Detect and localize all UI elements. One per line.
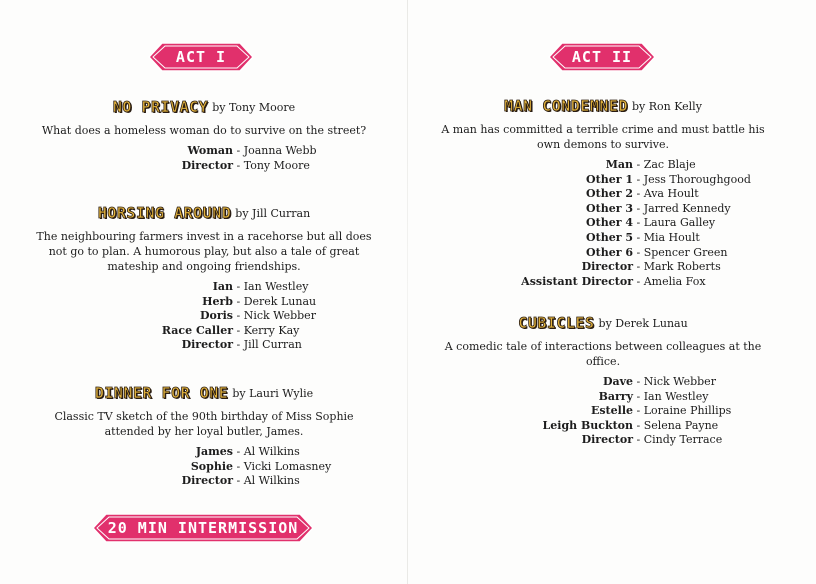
cast-role: Other 3 (586, 201, 633, 215)
intermission-banner (92, 513, 314, 543)
cast-row (30, 324, 378, 339)
cast-row (430, 404, 776, 419)
cast-row (430, 231, 776, 246)
play-description: A comedic tale of interactions between colleagues at the office. (444, 340, 762, 368)
cast-role: Other 5 (586, 230, 633, 244)
act-one-heading: ACT I (175, 48, 227, 66)
cast-name: - Jill Curran (233, 338, 302, 352)
play-title: NO PRIVACY (112, 98, 209, 116)
cast-row (30, 474, 378, 489)
play-byline: by Lauri Wylie (232, 387, 314, 400)
cast-role: Ian (212, 280, 233, 293)
cast-name: - Mia Hoult (633, 230, 700, 244)
cast-role: Estelle (590, 404, 633, 418)
cast-row (430, 216, 776, 231)
cast-name: - Vicki Lomasney (233, 459, 332, 473)
cast-name: - Jess Thoroughgood (633, 172, 751, 186)
play-dinner-for-one (30, 384, 378, 489)
cast-role: Sophie (190, 459, 233, 473)
cast-list (430, 375, 776, 448)
cast-row (30, 309, 378, 324)
cast-role: Director (181, 338, 233, 352)
cast-role: Herb (202, 294, 233, 308)
play-byline: by Tony Moore (212, 101, 296, 114)
cast-role: Race Caller (161, 323, 233, 337)
intermission-label: 20 MIN INTERMISSION (107, 519, 299, 537)
play-title-line (30, 384, 378, 403)
cast-role: Director (181, 158, 233, 172)
cast-name: - Selena Payne (633, 418, 719, 432)
play-horsing-around (30, 204, 378, 353)
play-title: MAN CONDEMNED (504, 97, 628, 115)
cast-name: - Spencer Green (633, 245, 728, 259)
play-title: DINNER FOR ONE (94, 384, 229, 402)
cast-role: Other 6 (586, 245, 633, 259)
cast-name: - Tony Moore (233, 158, 310, 172)
cast-name: - Derek Lunau (233, 294, 317, 308)
act-one-banner (148, 42, 254, 72)
cast-row (430, 275, 776, 290)
act-two-heading: ACT II (571, 48, 633, 66)
play-title-line (30, 204, 378, 223)
cast-role: Other 2 (586, 187, 633, 201)
cast-row (430, 246, 776, 261)
cast-role: Other 1 (586, 172, 633, 186)
cast-row (430, 158, 776, 173)
play-description: The neighbouring farmers invest in a racehorse but all does not go to plan. A humorous play, but also a tale of great mateship and ongoing friendships. (36, 230, 372, 273)
play-byline: by Ron Kelly (631, 100, 702, 113)
cast-name: - Jarred Kennedy (633, 201, 731, 215)
act-two-page (408, 0, 816, 584)
cast-role: Other 4 (586, 216, 633, 230)
play-no-privacy (30, 98, 378, 173)
cast-name: - Mark Roberts (633, 260, 721, 274)
cast-row (30, 338, 378, 353)
cast-role: Director (181, 474, 233, 488)
play-title-line (430, 314, 776, 333)
cast-role: Assistant Director (521, 274, 633, 288)
cast-row (430, 202, 776, 217)
cast-role: Director (581, 433, 633, 447)
cast-name: - Nick Webber (233, 309, 316, 323)
cast-row (30, 280, 378, 295)
cast-role: Woman (187, 144, 233, 157)
cast-name: - Al Wilkins (233, 474, 300, 488)
play-description: A man has committed a terrible crime and must battle his own demons to survive. (441, 123, 765, 151)
play-title: HORSING AROUND (97, 204, 232, 222)
play-byline: by Jill Curran (235, 207, 311, 220)
cast-row (430, 375, 776, 390)
play-title-line (430, 97, 776, 116)
cast-name: - Amelia Fox (633, 274, 706, 288)
cast-name: - Ian Westley (233, 280, 309, 293)
cast-name: - Zac Blaje (633, 158, 696, 171)
cast-list (30, 445, 378, 489)
cast-role: Doris (199, 309, 233, 323)
cast-row (430, 173, 776, 188)
play-cubicles (430, 314, 776, 448)
cast-row (430, 419, 776, 434)
cast-row (430, 390, 776, 405)
cast-role: James (195, 445, 233, 458)
play-byline: by Derek Lunau (598, 317, 688, 330)
play-man-condemned (430, 97, 776, 289)
cast-name: - Kerry Kay (233, 323, 300, 337)
cast-row (430, 187, 776, 202)
cast-row (430, 433, 776, 448)
cast-list (430, 158, 776, 289)
cast-role: Leigh Buckton (542, 418, 633, 432)
cast-name: - Laura Galley (633, 216, 716, 230)
cast-list (30, 144, 378, 173)
cast-row (30, 295, 378, 310)
act-two-banner (548, 42, 656, 72)
play-description: Classic TV sketch of the 90th birthday of Miss Sophie attended by her loyal butler, James. (54, 410, 354, 438)
cast-row (30, 144, 378, 159)
cast-name: - Joanna Webb (233, 144, 317, 157)
cast-name: - Al Wilkins (233, 445, 300, 458)
cast-name: - Ava Hoult (633, 187, 699, 201)
cast-role: Director (581, 260, 633, 274)
cast-list (30, 280, 378, 353)
play-title: CUBICLES (518, 314, 595, 332)
play-title-line (30, 98, 378, 117)
cast-role: Barry (598, 389, 633, 403)
cast-row (30, 460, 378, 475)
cast-name: - Cindy Terrace (633, 433, 723, 447)
play-description: What does a homeless woman do to survive on the street? (41, 124, 367, 137)
cast-row (30, 159, 378, 174)
cast-role: Dave (602, 375, 633, 388)
cast-row (430, 260, 776, 275)
cast-row (30, 445, 378, 460)
cast-name: - Nick Webber (633, 375, 716, 388)
cast-role: Man (605, 158, 633, 171)
cast-name: - Ian Westley (633, 389, 709, 403)
cast-name: - Loraine Phillips (633, 404, 732, 418)
